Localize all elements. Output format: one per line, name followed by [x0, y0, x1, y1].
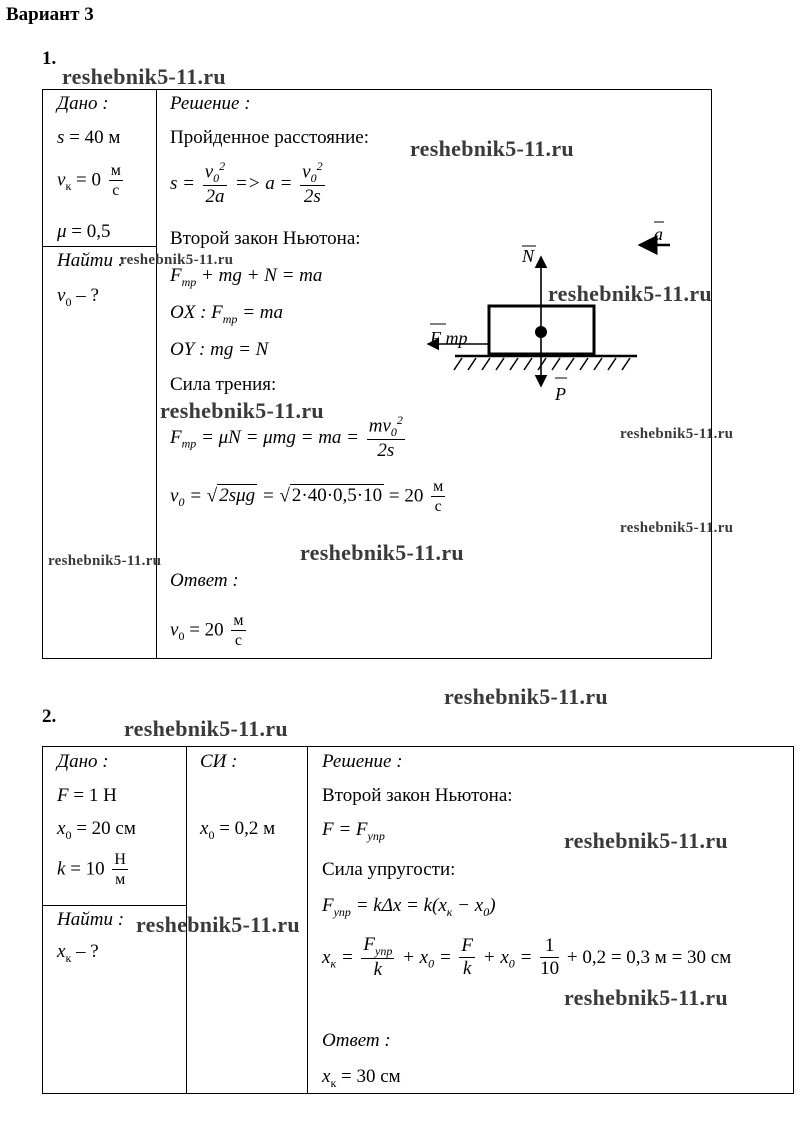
given-distance: s = 40 м [57, 127, 121, 148]
length-formula: $x_к$ = $\frac{F_{упр}}{k}$ + $x_0$ = $\frac{F}{k}$ + $x_0$ = $\frac{1}{10}$ + 0,2 = 0,3 м = 30 см [322, 934, 732, 980]
watermark: reshebnik5-11.ru [136, 912, 300, 937]
problem1-divider [156, 89, 157, 659]
free-body-diagram [400, 210, 710, 410]
watermark: reshebnik5-11.ru [564, 828, 728, 853]
given-force: F = 1 Н [57, 785, 117, 806]
watermark: reshebnik5-11.ru [548, 281, 712, 306]
watermark: reshebnik5-11.ru [120, 252, 234, 268]
given-title: Дано : [57, 93, 109, 114]
given-final-velocity: $v_к = 0$ $\frac{м}{с}$ [57, 162, 121, 199]
find-title: Найти : [57, 909, 125, 930]
answer-value: $x_к = 30$ см [322, 1066, 401, 1090]
velocity-formula: $v_0$ = √ 2sμg = √ 2·40·0,5·10 = 20 $\frac{м}{с}$ [170, 478, 444, 515]
si-initial-length: $x_0 = 0,2$ м [200, 818, 276, 842]
weight-label: P [555, 384, 566, 404]
solution-title: Решение : [322, 751, 403, 772]
given-title: Дано : [57, 751, 109, 772]
given-friction-coefficient: μ = 0,5 [57, 221, 111, 242]
friction-formula: $F_{тр} = \mu N = \mu mg$ = ma = $\frac{mv_0^2}{2s}$ [170, 413, 403, 462]
solution-title: Решение : [170, 93, 251, 114]
newton-vector-equation: $F_{тр}$ + mg + N = ma [170, 265, 323, 289]
problem2-number: 2. [42, 706, 57, 727]
projection-oy: OY : mg = N [170, 339, 269, 360]
watermark: reshebnik5-11.ru [620, 520, 734, 536]
distance-formula: s = $\frac{v_0^2}{2a}$ => a = $\frac{v_0^2}{2s}$ [170, 159, 323, 208]
ground-hatching [454, 358, 630, 370]
newton-heading: Второй закон Ньютона: [170, 228, 361, 249]
friction-label: F тр [430, 328, 468, 348]
watermark: reshebnik5-11.ru [160, 398, 324, 423]
answer-title: Ответ : [322, 1030, 391, 1051]
watermark: reshebnik5-11.ru [48, 553, 162, 569]
distance-heading: Пройденное расстояние: [170, 127, 370, 148]
watermark: reshebnik5-11.ru [300, 540, 464, 565]
watermark: reshebnik5-11.ru [620, 426, 734, 442]
problem2-given-find-divider [42, 905, 187, 906]
acceleration-label: a [654, 224, 663, 244]
newton-heading: Второй закон Ньютона: [322, 785, 513, 806]
watermark: reshebnik5-11.ru [564, 985, 728, 1010]
friction-heading: Сила трения: [170, 374, 277, 395]
problem2-divider-solution [307, 746, 308, 1094]
watermark: reshebnik5-11.ru [444, 684, 608, 709]
problem1-number: 1. [42, 48, 57, 69]
newton-equation: $F = F_{упр}$ [322, 819, 385, 843]
answer-value: $v_0 = 20$ $\frac{м}{с}$ [170, 612, 244, 649]
variant-title: Вариант 3 [6, 4, 94, 25]
find-value: $v_0$ – ? [57, 285, 99, 309]
given-initial-length: $x_0 = 20$ см [57, 818, 136, 842]
watermark: reshebnik5-11.ru [62, 64, 226, 89]
center-of-mass [535, 326, 547, 338]
si-title: СИ : [200, 751, 238, 772]
watermark: reshebnik5-11.ru [124, 716, 288, 741]
normal-force-label: N [522, 246, 535, 266]
elastic-heading: Сила упругости: [322, 859, 456, 880]
projection-ox: OX : $F_{тр}$ = ma [170, 302, 283, 326]
find-value: $x_к$ – ? [57, 941, 99, 965]
elastic-formula: $F_{упр} = k\Delta x = k(x_к - x_0)$ [322, 895, 496, 919]
answer-title: Ответ : [170, 570, 239, 591]
find-title: Найти : [57, 250, 125, 271]
watermark: reshebnik5-11.ru [410, 136, 574, 161]
problem1-given-find-divider [42, 246, 157, 247]
given-stiffness: k = 10 $\frac{Н}{м}$ [57, 851, 126, 888]
